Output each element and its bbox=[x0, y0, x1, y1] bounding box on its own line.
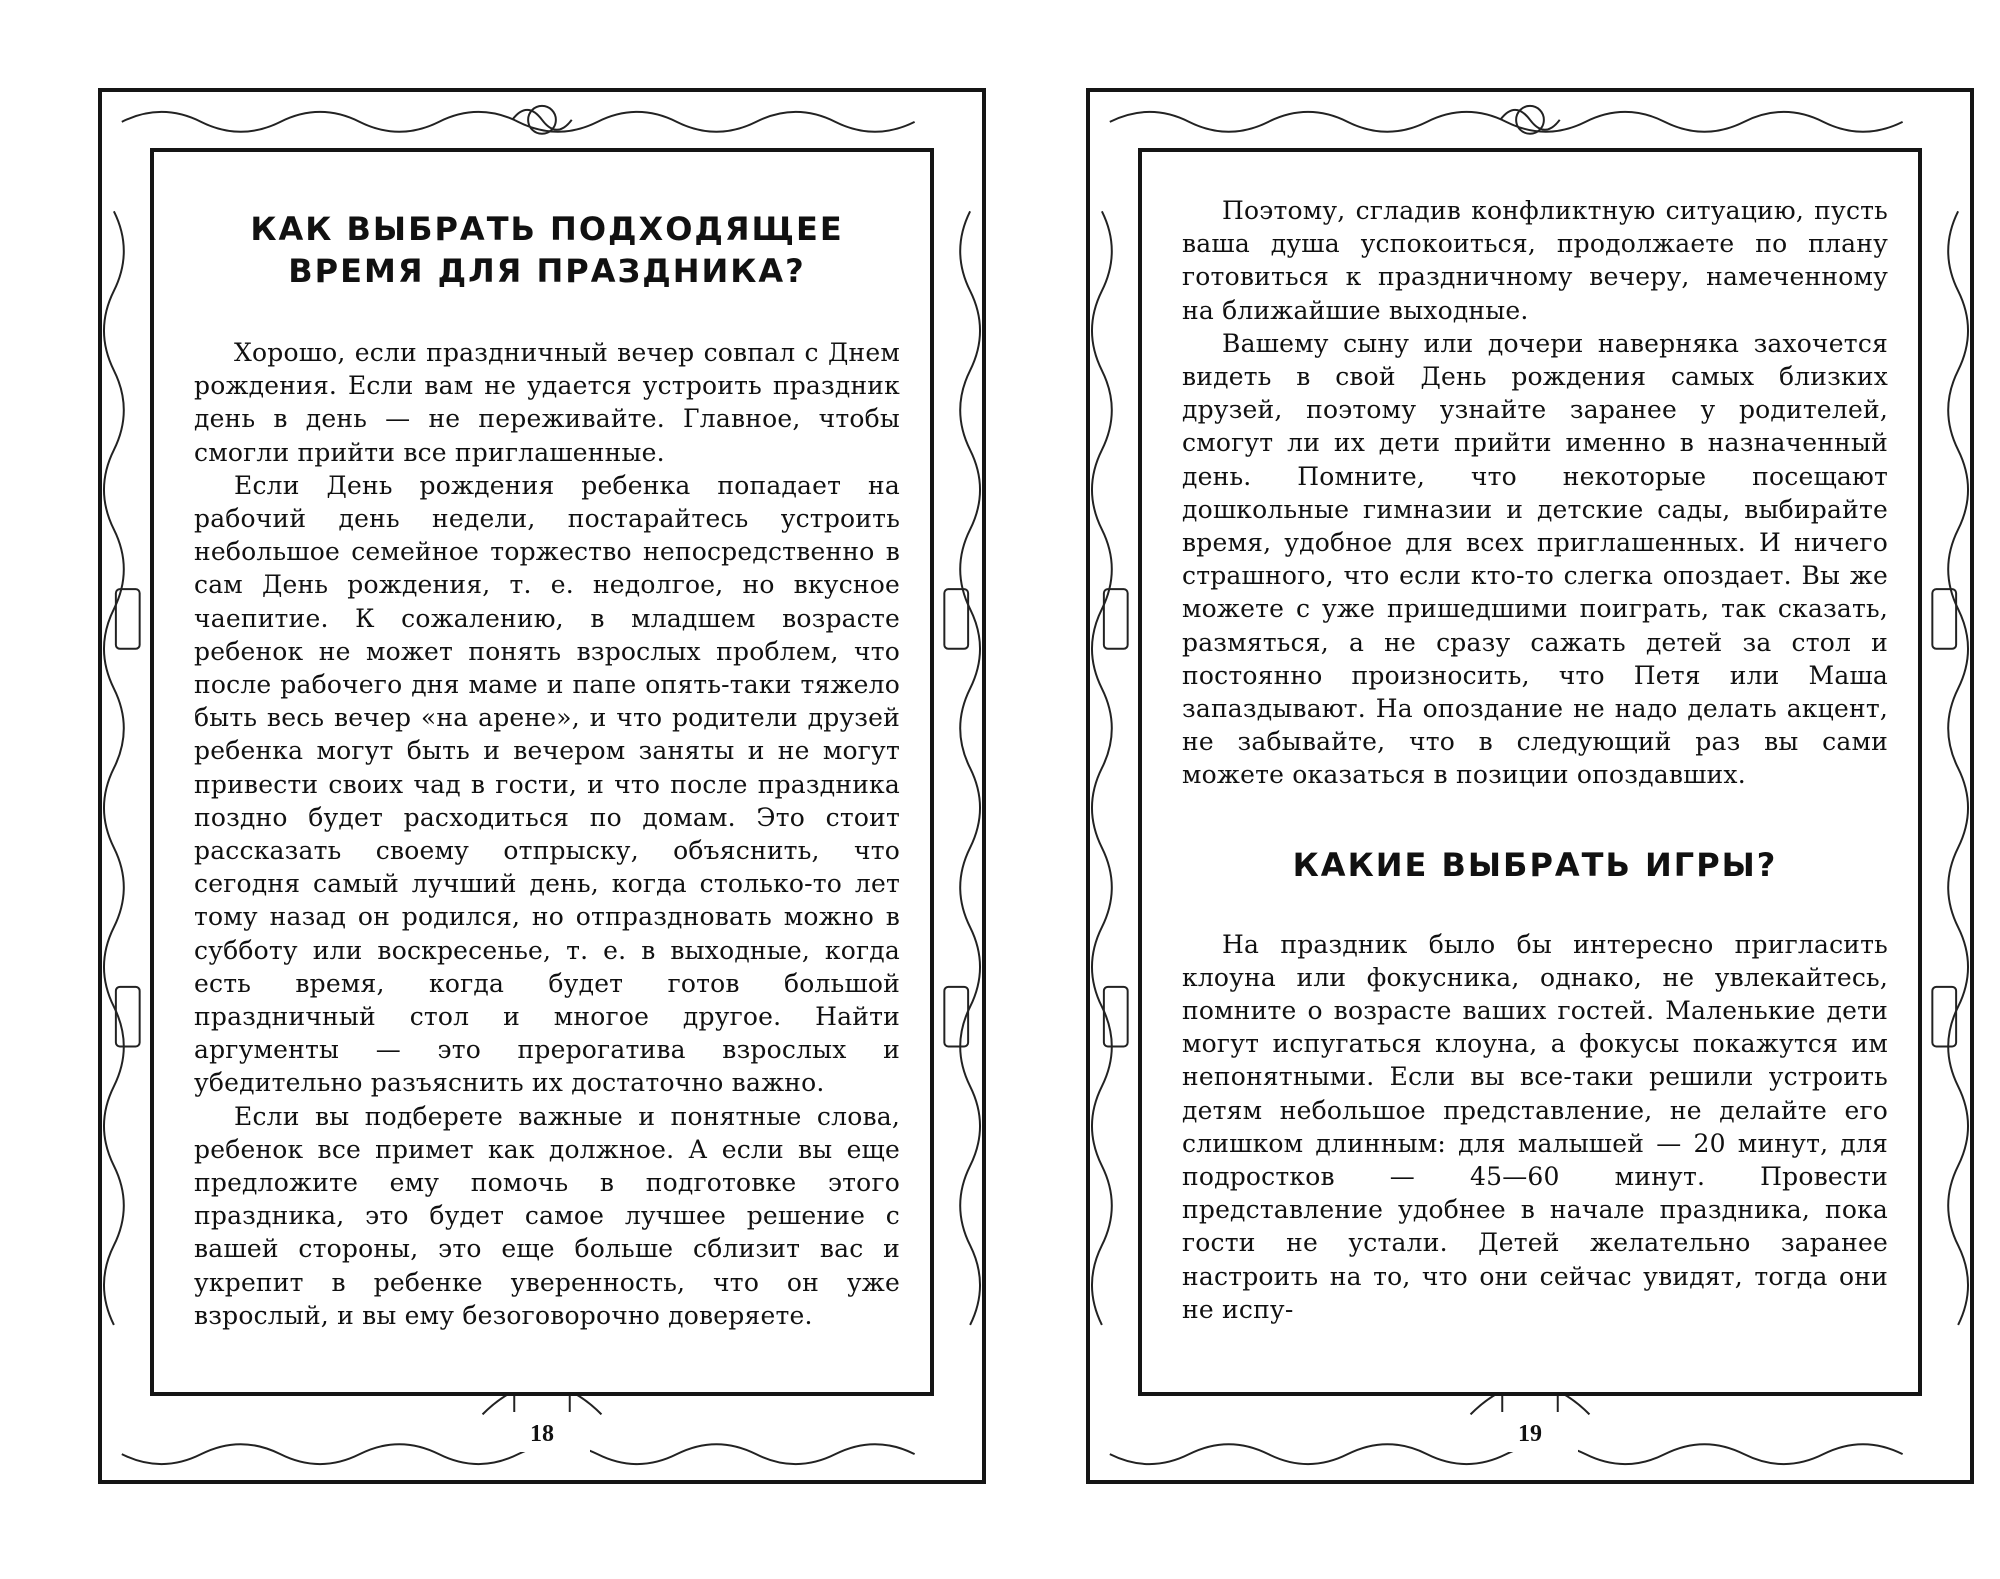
left-paragraph: Хорошо, если праздничный вечер совпал с Днем рождения. Если вам не удается устроить праздник день в день — не переживайте. Главное, чтобы смогли прийти все приглашенные. bbox=[194, 338, 900, 467]
right-page-heading: КАКИЕ ВЫБРАТЬ ИГРЫ? bbox=[1292, 845, 1778, 884]
right-text-block bbox=[1182, 194, 1888, 1326]
left-text-panel bbox=[150, 148, 934, 1396]
left-paragraph: Если вы подберете важные и понятные слова, ребенок все примет как должное. А если вы еще предложите ему помочь в подготовке этого праздника, это будет самое лучшее решение с вашей стороны, это еще больше сблизит вас и укрепит в ребенке уверенность, что он уже взрослый, и вы ему безоговорочно доверяете. bbox=[194, 1101, 900, 1330]
page-number-left: 18 bbox=[494, 1412, 590, 1452]
left-paragraph: Если День рождения ребенка попадает на рабочий день недели, постарайтесь устроить небольшое семейное торжество непосредственно в сам День рождения, т. е. недолгое, но вкусное чаепитие. К сожалению, в младшем возрасте ребенок не может понять взрослых проблем, что после рабочего дня маме и папе опять-таки тяжело быть весь вечер «на арене», и что родители друзей ребенка могут быть и вечером заняты и не могут привести своих чад в гости, и что после праздника поздно будет расходиться по домам. Это стоит рассказать своему отпрыску, объяснить, что сегодня самый лучший день, когда столько-то лет тому назад он родился, но отпраздновать можно в субботу или воскресенье, т. е. в выходные, когда есть время, когда будет готов большой праздничный стол и многое другое. Найти аргументы — это прерогатива взрослых и убедительно разъяснить их достаточно важно. bbox=[194, 470, 900, 1098]
left-text-block bbox=[194, 208, 900, 1332]
page-number-right: 19 bbox=[1482, 1412, 1578, 1452]
right-paragraph: На праздник было бы интересно пригласить клоуна или фокусника, однако, не увлекайтесь, помните о возрасте ваших гостей. Маленькие дети могут испугаться клоуна, а фокусы покажутся им непонятными. Если вы все-таки решили устроить детям небольшое представление, не делайте его слишком длинным: для малышей — 20 минут, для подростков — 45—60 минут. Провести представление удобнее в начале праздника, пока гости не устали. Детей желательно заранее настроить на то, что они сейчас увидят, тогда они не испу- bbox=[1182, 929, 1888, 1324]
right-paragraph: Вашему сыну или дочери наверняка захочется видеть в свой День рождения самых близких друзей, поэтому узнайте заранее у родителей, смогут ли их дети прийти именно в назначенный день. Помните, что некоторые посещают дошкольные гимназии и детские сады, выбирайте время, удобное для всех приглашенных. И ничего страшного, что если кто-то слегка опоздает. Вы же можете с уже пришедшими поиграть, так сказать, размяться, а не сразу сажать детей за стол и постоянно произносить, что Петя или Маша запаздывают. На опоздание не надо делать акцент, не забывайте, что в следующий раз вы сами можете оказаться в позиции опоздавших. bbox=[1182, 328, 1888, 790]
right-page bbox=[1086, 88, 1974, 1484]
right-paragraph: Поэтому, сгладив конфликтную ситуацию, пусть ваша душа успокоиться, продолжаете по плану готовиться к праздничному вечеру, намеченному на ближайшие выходные. bbox=[1182, 196, 1888, 325]
right-text-panel bbox=[1138, 148, 1922, 1396]
left-page-heading: КАК ВЫБРАТЬ ПОДХОДЯЩЕЕ ВРЕМЯ ДЛЯ ПРАЗДНИКА? bbox=[250, 210, 844, 290]
left-page bbox=[98, 88, 986, 1484]
